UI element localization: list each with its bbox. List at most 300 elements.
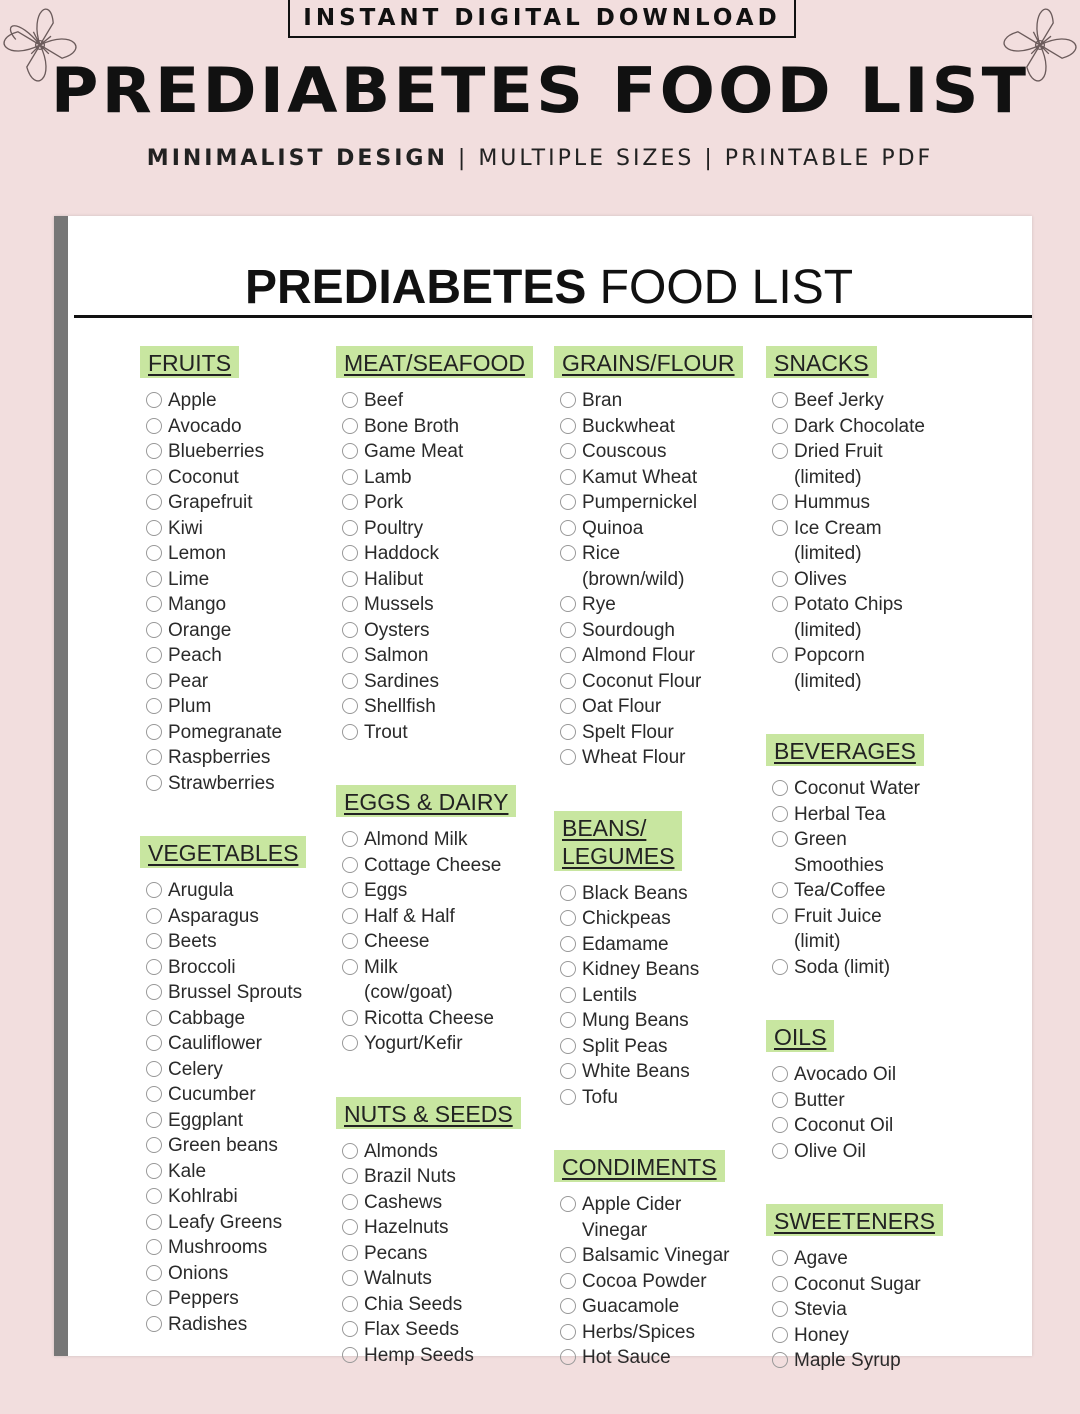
circle-checkbox-icon[interactable] (146, 775, 162, 791)
list-item[interactable] (146, 567, 336, 593)
list-item[interactable] (146, 1312, 336, 1338)
list-item[interactable] (146, 1006, 336, 1032)
circle-checkbox-icon[interactable] (772, 1066, 788, 1082)
list-item[interactable] (560, 957, 770, 983)
circle-checkbox-icon[interactable] (772, 1352, 788, 1368)
list-item[interactable] (772, 1323, 992, 1349)
circle-checkbox-icon[interactable] (560, 987, 576, 1003)
list-item[interactable] (772, 1246, 992, 1272)
circle-checkbox-icon[interactable] (772, 1092, 788, 1108)
list-item[interactable] (560, 881, 770, 907)
circle-checkbox-icon[interactable] (146, 749, 162, 765)
circle-checkbox-icon[interactable] (146, 1265, 162, 1281)
list-item[interactable] (342, 541, 552, 567)
list-item[interactable] (342, 1139, 552, 1165)
circle-checkbox-icon[interactable] (146, 1112, 162, 1128)
circle-checkbox-icon[interactable] (146, 596, 162, 612)
circle-checkbox-icon[interactable] (146, 1163, 162, 1179)
list-item-label: Couscous (582, 441, 667, 462)
circle-checkbox-icon[interactable] (342, 596, 358, 612)
list-item[interactable] (772, 904, 992, 955)
circle-checkbox-icon[interactable] (560, 545, 576, 561)
list-item[interactable] (342, 1241, 552, 1267)
circle-checkbox-icon[interactable] (772, 1276, 788, 1292)
circle-checkbox-icon[interactable] (772, 443, 788, 459)
circle-checkbox-icon[interactable] (342, 1219, 358, 1235)
circle-checkbox-icon[interactable] (146, 571, 162, 587)
circle-checkbox-icon[interactable] (560, 749, 576, 765)
list-item-label: Ice Cream (limited) (794, 517, 882, 564)
circle-checkbox-icon[interactable] (146, 1290, 162, 1306)
circle-checkbox-icon[interactable] (146, 1061, 162, 1077)
list-item-label: Cottage Cheese (364, 854, 502, 876)
list-item-label: Avocado Oil (794, 1064, 897, 1085)
list-item-label: Split Peas (582, 1035, 668, 1057)
list-item[interactable] (772, 1139, 992, 1165)
circle-checkbox-icon[interactable] (146, 1316, 162, 1332)
list-item[interactable] (560, 643, 770, 669)
list-item[interactable] (342, 1006, 552, 1032)
list-item-label: Pomegranate (168, 721, 283, 743)
circle-checkbox-icon[interactable] (146, 882, 162, 898)
list-item[interactable] (146, 745, 336, 771)
list-item-label: Sourdough (582, 619, 675, 641)
section-vegetables (146, 836, 336, 1337)
list-item[interactable] (342, 878, 552, 904)
list-item[interactable] (772, 567, 992, 593)
list-item-label: Stevia (794, 1299, 847, 1320)
list-item[interactable] (772, 1062, 992, 1088)
list-item[interactable] (560, 388, 770, 414)
circle-checkbox-icon[interactable] (146, 984, 162, 1000)
list-item[interactable] (560, 541, 770, 592)
list-item[interactable] (772, 1272, 992, 1298)
list-item[interactable] (146, 1261, 336, 1287)
circle-checkbox-icon[interactable] (146, 1188, 162, 1204)
list-item[interactable] (342, 516, 552, 542)
list-item[interactable] (146, 1057, 336, 1083)
list-item[interactable] (342, 904, 552, 930)
list-item-label: Fruit Juice (limit) (794, 905, 882, 952)
list-item-label: Mushrooms (168, 1237, 268, 1258)
list-item[interactable] (146, 669, 336, 695)
circle-checkbox-icon[interactable] (146, 443, 162, 459)
circle-checkbox-icon[interactable] (342, 933, 358, 949)
list-item[interactable] (772, 516, 992, 567)
list-item-label: Hemp Seeds (364, 1344, 474, 1366)
list-item[interactable] (560, 592, 770, 618)
circle-checkbox-icon[interactable] (772, 959, 788, 975)
circle-checkbox-icon[interactable] (772, 780, 788, 796)
list-item[interactable] (772, 1348, 992, 1374)
list-item[interactable] (772, 592, 992, 643)
circle-checkbox-icon[interactable] (342, 392, 358, 408)
section-heading: CONDIMENTS (554, 1150, 725, 1182)
circle-checkbox-icon[interactable] (772, 1117, 788, 1133)
circle-checkbox-icon[interactable] (342, 1168, 358, 1184)
circle-checkbox-icon[interactable] (146, 1010, 162, 1026)
list-item[interactable] (146, 643, 336, 669)
list-item[interactable] (146, 414, 336, 440)
circle-checkbox-icon[interactable] (560, 724, 576, 740)
circle-checkbox-icon[interactable] (342, 1270, 358, 1286)
circle-checkbox-icon[interactable] (342, 1296, 358, 1312)
list-item-label: Herbs/Spices (582, 1321, 695, 1343)
list-item[interactable] (342, 643, 552, 669)
list-item[interactable] (772, 1113, 992, 1139)
circle-checkbox-icon[interactable] (342, 494, 358, 510)
circle-checkbox-icon[interactable] (342, 857, 358, 873)
list-item-label: Hot Sauce (582, 1347, 671, 1368)
circle-checkbox-icon[interactable] (560, 494, 576, 510)
list-item[interactable] (342, 955, 552, 1006)
list-item-label: Eggplant (168, 1109, 244, 1131)
circle-checkbox-icon[interactable] (342, 443, 358, 459)
circle-checkbox-icon[interactable] (560, 520, 576, 536)
list-item-label: Milk (cow/goat) (364, 956, 453, 1003)
list-item[interactable] (342, 669, 552, 695)
list-item[interactable] (146, 618, 336, 644)
circle-checkbox-icon[interactable] (146, 959, 162, 975)
circle-checkbox-icon[interactable] (342, 1347, 358, 1363)
section-condiments (560, 1150, 770, 1371)
circle-checkbox-icon[interactable] (772, 882, 788, 898)
list-item[interactable] (146, 1235, 336, 1261)
circle-checkbox-icon[interactable] (772, 1143, 788, 1159)
circle-checkbox-icon[interactable] (342, 622, 358, 638)
list-item[interactable] (146, 516, 336, 542)
list-item[interactable] (772, 776, 992, 802)
circle-checkbox-icon[interactable] (342, 647, 358, 663)
circle-checkbox-icon[interactable] (342, 1035, 358, 1051)
list-item[interactable] (560, 932, 770, 958)
circle-checkbox-icon[interactable] (146, 622, 162, 638)
list-item[interactable] (772, 643, 992, 694)
circle-checkbox-icon[interactable] (560, 1247, 576, 1263)
list-item[interactable] (342, 465, 552, 491)
list-item[interactable] (342, 827, 552, 853)
list-item-label: Haddock (364, 543, 439, 564)
circle-checkbox-icon[interactable] (772, 647, 788, 663)
circle-checkbox-icon[interactable] (342, 469, 358, 485)
circle-checkbox-icon[interactable] (560, 622, 576, 638)
circle-checkbox-icon[interactable] (146, 1086, 162, 1102)
circle-checkbox-icon[interactable] (342, 1010, 358, 1026)
list-item-label: Brazil Nuts (364, 1166, 456, 1187)
list-item[interactable] (146, 904, 336, 930)
list-item-label: Rye (582, 594, 616, 615)
list-item[interactable] (146, 720, 336, 746)
circle-checkbox-icon[interactable] (342, 571, 358, 587)
list-item-label: Poultry (364, 517, 424, 539)
list-item-label: Avocado (168, 415, 242, 437)
circle-checkbox-icon[interactable] (146, 933, 162, 949)
list-item-label: Kohlrabi (168, 1186, 238, 1207)
list-item[interactable] (342, 853, 552, 879)
circle-checkbox-icon[interactable] (772, 831, 788, 847)
list-item[interactable] (146, 1133, 336, 1159)
list-item-label: Lemon (168, 543, 227, 564)
circle-checkbox-icon[interactable] (146, 418, 162, 434)
list-item[interactable] (772, 1297, 992, 1323)
circle-checkbox-icon[interactable] (342, 882, 358, 898)
list-item-label: Chia Seeds (364, 1293, 463, 1315)
list-item[interactable] (342, 388, 552, 414)
section-eggs-dairy (342, 785, 552, 1057)
circle-checkbox-icon[interactable] (146, 673, 162, 689)
list-item-label: Shellfish (364, 696, 436, 717)
circle-checkbox-icon[interactable] (342, 724, 358, 740)
list-item-label: Halibut (364, 568, 424, 590)
circle-checkbox-icon[interactable] (146, 908, 162, 924)
list-item[interactable] (342, 1292, 552, 1318)
circle-checkbox-icon[interactable] (560, 469, 576, 485)
circle-checkbox-icon[interactable] (772, 1301, 788, 1317)
list-item[interactable] (560, 720, 770, 746)
list-item[interactable] (560, 414, 770, 440)
circle-checkbox-icon[interactable] (146, 520, 162, 536)
list-item[interactable] (560, 1085, 770, 1111)
list-item[interactable] (146, 541, 336, 567)
list-item[interactable] (560, 618, 770, 644)
list-item[interactable] (342, 1343, 552, 1369)
list-item[interactable] (560, 1008, 770, 1034)
circle-checkbox-icon[interactable] (342, 908, 358, 924)
circle-checkbox-icon[interactable] (560, 596, 576, 612)
list-item[interactable] (560, 465, 770, 491)
list-item-label: Pumpernickel (582, 492, 698, 513)
circle-checkbox-icon[interactable] (772, 908, 788, 924)
list-item[interactable] (342, 929, 552, 955)
circle-checkbox-icon[interactable] (560, 1324, 576, 1340)
list-item[interactable] (146, 955, 336, 981)
list-item[interactable] (772, 1088, 992, 1114)
list-item[interactable] (146, 1031, 336, 1057)
title-divider (74, 315, 1032, 318)
circle-checkbox-icon[interactable] (560, 885, 576, 901)
list-item-label: Soda (limit) (794, 956, 891, 978)
list-item[interactable] (560, 1192, 770, 1243)
column-2 (342, 346, 552, 1408)
list-item[interactable] (560, 983, 770, 1009)
list-item-label: Almonds (364, 1140, 438, 1162)
list-item[interactable] (342, 592, 552, 618)
list-item-label: Peach (168, 645, 222, 666)
circle-checkbox-icon[interactable] (772, 596, 788, 612)
list-item[interactable] (342, 1031, 552, 1057)
list-item[interactable] (146, 1210, 336, 1236)
circle-checkbox-icon[interactable] (342, 1321, 358, 1337)
circle-checkbox-icon[interactable] (560, 1273, 576, 1289)
list-item[interactable] (772, 802, 992, 828)
list-item[interactable] (772, 388, 992, 414)
list-item-label: Brussel Sprouts (168, 982, 303, 1003)
circle-checkbox-icon[interactable] (146, 469, 162, 485)
list-item[interactable] (560, 1034, 770, 1060)
list-item[interactable] (342, 1266, 552, 1292)
list-item[interactable] (772, 827, 992, 878)
circle-checkbox-icon[interactable] (560, 673, 576, 689)
list-item-label: Peppers (168, 1288, 239, 1309)
list-item-label: Pecans (364, 1242, 428, 1264)
circle-checkbox-icon[interactable] (342, 545, 358, 561)
circle-checkbox-icon[interactable] (772, 418, 788, 434)
circle-checkbox-icon[interactable] (146, 1137, 162, 1153)
section-sweeteners (772, 1204, 992, 1374)
list-item[interactable] (772, 955, 992, 981)
list-item-label: Ricotta Cheese (364, 1007, 494, 1029)
list-item-label: Edamame (582, 933, 669, 955)
circle-checkbox-icon[interactable] (146, 698, 162, 714)
circle-checkbox-icon[interactable] (146, 545, 162, 561)
section-heading: VEGETABLES (140, 836, 306, 868)
column-1 (146, 346, 336, 1377)
circle-checkbox-icon[interactable] (146, 392, 162, 408)
list-item[interactable] (772, 439, 992, 490)
list-item[interactable] (560, 439, 770, 465)
subtitle-minimalist: MINIMALIST DESIGN (146, 146, 448, 171)
list-item-label: Rice (brown/wild) (582, 543, 685, 590)
circle-checkbox-icon[interactable] (560, 936, 576, 952)
circle-checkbox-icon[interactable] (560, 418, 576, 434)
list-item-label: Coconut Oil (794, 1115, 894, 1136)
list-item[interactable] (560, 1269, 770, 1295)
list-item[interactable] (146, 1286, 336, 1312)
list-item[interactable] (146, 771, 336, 797)
circle-checkbox-icon[interactable] (772, 494, 788, 510)
list-item[interactable] (342, 720, 552, 746)
list-item[interactable] (342, 1164, 552, 1190)
circle-checkbox-icon[interactable] (560, 1349, 576, 1365)
list-item[interactable] (342, 439, 552, 465)
list-item[interactable] (560, 1320, 770, 1346)
circle-checkbox-icon[interactable] (560, 1298, 576, 1314)
list-item[interactable] (342, 1215, 552, 1241)
circle-checkbox-icon[interactable] (342, 831, 358, 847)
list-item-label: Cabbage (168, 1007, 246, 1029)
circle-checkbox-icon[interactable] (342, 1143, 358, 1159)
circle-checkbox-icon[interactable] (560, 1089, 576, 1105)
list-item[interactable] (146, 1108, 336, 1134)
circle-checkbox-icon[interactable] (342, 520, 358, 536)
list-item[interactable] (560, 1345, 770, 1371)
circle-checkbox-icon[interactable] (560, 1012, 576, 1028)
list-item-label: Raspberries (168, 747, 271, 768)
list-item[interactable] (342, 567, 552, 593)
circle-checkbox-icon[interactable] (342, 418, 358, 434)
list-item[interactable] (560, 490, 770, 516)
circle-checkbox-icon[interactable] (560, 443, 576, 459)
list-item[interactable] (146, 980, 336, 1006)
circle-checkbox-icon[interactable] (772, 806, 788, 822)
list-item[interactable] (560, 669, 770, 695)
circle-checkbox-icon[interactable] (146, 494, 162, 510)
circle-checkbox-icon[interactable] (772, 571, 788, 587)
circle-checkbox-icon[interactable] (560, 910, 576, 926)
list-item[interactable] (560, 1243, 770, 1269)
circle-checkbox-icon[interactable] (772, 1327, 788, 1343)
list-item[interactable] (560, 745, 770, 771)
circle-checkbox-icon[interactable] (342, 1245, 358, 1261)
circle-checkbox-icon[interactable] (772, 520, 788, 536)
list-item[interactable] (560, 1059, 770, 1085)
list-item-label: Bran (582, 390, 623, 411)
list-item[interactable] (772, 878, 992, 904)
list-item-label: Almond Milk (364, 829, 468, 850)
list-item[interactable] (146, 592, 336, 618)
list-item[interactable] (342, 1317, 552, 1343)
circle-checkbox-icon[interactable] (772, 1250, 788, 1266)
circle-checkbox-icon[interactable] (560, 647, 576, 663)
list-item-label: Lime (168, 568, 210, 590)
list-item-label: Beets (168, 931, 217, 952)
circle-checkbox-icon[interactable] (342, 698, 358, 714)
list-item[interactable] (342, 1190, 552, 1216)
circle-checkbox-icon[interactable] (560, 961, 576, 977)
list-item[interactable] (342, 490, 552, 516)
subtitle-printable: PRINTABLE PDF (724, 146, 934, 171)
circle-checkbox-icon[interactable] (772, 392, 788, 408)
list-item[interactable] (146, 694, 336, 720)
list-item[interactable] (146, 1184, 336, 1210)
list-item[interactable] (146, 388, 336, 414)
circle-checkbox-icon[interactable] (342, 959, 358, 975)
section-oils (772, 1020, 992, 1164)
list-item-label: Sardines (364, 670, 439, 692)
list-item[interactable] (342, 618, 552, 644)
list-item[interactable] (560, 906, 770, 932)
list-item-label: Pear (168, 670, 209, 692)
list-item[interactable] (342, 414, 552, 440)
circle-checkbox-icon[interactable] (146, 1035, 162, 1051)
section-snacks (772, 346, 992, 694)
circle-checkbox-icon[interactable] (146, 647, 162, 663)
list-item-label: Grapefruit (168, 492, 253, 513)
list-item[interactable] (342, 694, 552, 720)
list-item[interactable] (146, 490, 336, 516)
circle-checkbox-icon[interactable] (146, 1239, 162, 1255)
list-item-label: Plum (168, 696, 212, 717)
circle-checkbox-icon[interactable] (560, 698, 576, 714)
circle-checkbox-icon[interactable] (146, 1214, 162, 1230)
list-item-label: Apple Cider Vinegar (582, 1194, 682, 1241)
section-heading: MEAT/SEAFOOD (336, 346, 533, 378)
list-item[interactable] (560, 694, 770, 720)
circle-checkbox-icon[interactable] (342, 673, 358, 689)
list-item-label: Bone Broth (364, 415, 460, 437)
circle-checkbox-icon[interactable] (560, 1196, 576, 1212)
list-item-label: Eggs (364, 880, 408, 901)
circle-checkbox-icon[interactable] (560, 1063, 576, 1079)
list-item-label: Tofu (582, 1086, 618, 1108)
list-item[interactable] (146, 1159, 336, 1185)
list-item[interactable] (772, 490, 992, 516)
circle-checkbox-icon[interactable] (560, 392, 576, 408)
list-item[interactable] (146, 929, 336, 955)
list-item-label: Spelt Flour (582, 721, 674, 743)
circle-checkbox-icon[interactable] (560, 1038, 576, 1054)
circle-checkbox-icon[interactable] (146, 724, 162, 740)
list-item[interactable] (560, 516, 770, 542)
list-item[interactable] (146, 465, 336, 491)
list-item[interactable] (146, 1082, 336, 1108)
list-item[interactable] (772, 414, 992, 440)
circle-checkbox-icon[interactable] (342, 1194, 358, 1210)
list-item[interactable] (146, 439, 336, 465)
list-item[interactable] (560, 1294, 770, 1320)
list-item[interactable] (146, 878, 336, 904)
list-item-label: Flax Seeds (364, 1319, 460, 1340)
